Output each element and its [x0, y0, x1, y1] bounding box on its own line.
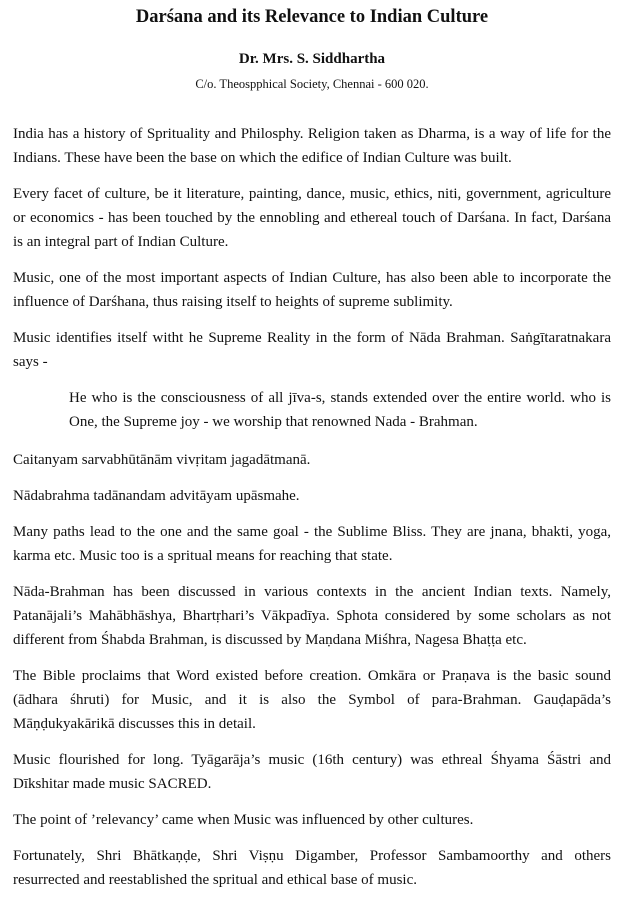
paragraph: India has a history of Sprituality and Philosphy. Religion taken as Dharma, is a way of life for the Indians. These have been the base on which the edifice of Indian Culture was built. — [13, 126, 611, 166]
paragraph: Nāda-Brahman has been discussed in various contexts in the ancient Indian texts. Namely, Patanājali’s Mahābhāshya, Bhartṛhari’s Vākpadīya. Sphota considered by some scholars as not different from Śhabda Brahman, is discussed by Maṇdana Miśhra, Nagesa Bhaṭṭa etc. — [13, 584, 611, 648]
author-affiliation: C/o. Theospphical Society, Chennai - 600 020. — [195, 77, 429, 91]
block-quote: He who is the consciousness of all jīva-s, stands extended over the entire world. who is One, the Supreme joy - we worship that renowned Nada - Brahman. — [69, 390, 611, 430]
paragraph: The point of ’relevancy’ came when Music was influenced by other cultures. — [13, 812, 474, 828]
paragraph: Every facet of culture, be it literature, painting, dance, music, ethics, niti, government, agriculture or economics - has been touched by the ennobling and ethereal touch of Darśana. In fact, Darśana is an integral part of Indian Culture. — [13, 186, 611, 250]
paragraph: Fortunately, Shri Bhātkaṇḍe, Shri Viṣṇu Digamber, Professor Sambamoorthy and others resurrected and reestablished the spritual and ethical base of music. — [13, 848, 611, 888]
paper-title: Darśana and its Relevance to Indian Culture — [135, 7, 489, 27]
body-text — [13, 122, 611, 892]
paragraph: Music identifies itself witht he Supreme Reality in the form of Nāda Brahman. Saṅgītaratnakara says - — [13, 330, 611, 370]
paragraph: Many paths lead to the one and the same goal - the Sublime Bliss. They are jnana, bhakti, yoga, karma etc. Music too is a spritual means for reaching that state. — [13, 524, 611, 564]
paragraph: The Bible proclaims that Word existed before creation. Omkāra or Praṇava is the basic sound (ādhara śhruti) for Music, and it is also the Symbol of para-Brahman. Gauḍapāda’s Māṇḍukyakārikā discusses this in detail. — [13, 668, 611, 732]
paragraph: Music, one of the most important aspects of Indian Culture, has also been able to incorporate the influence of Darśhana, thus raising itself to heights of supreme sublimity. — [13, 270, 611, 310]
paragraph: Music flourished for long. Tyāgarāja’s music (16th century) was ethreal Śhyama Śāstri and Dīkshitar made music SACRED. — [13, 752, 611, 792]
author-name: Dr. Mrs. S. Siddhartha — [238, 51, 386, 67]
verse-line: Caitanyam sarvabhūtānām vivṛitam jagadātmanā. — [13, 452, 311, 468]
verse-line: Nādabrahma tadānandam advitāyam upāsmahe. — [13, 488, 300, 504]
